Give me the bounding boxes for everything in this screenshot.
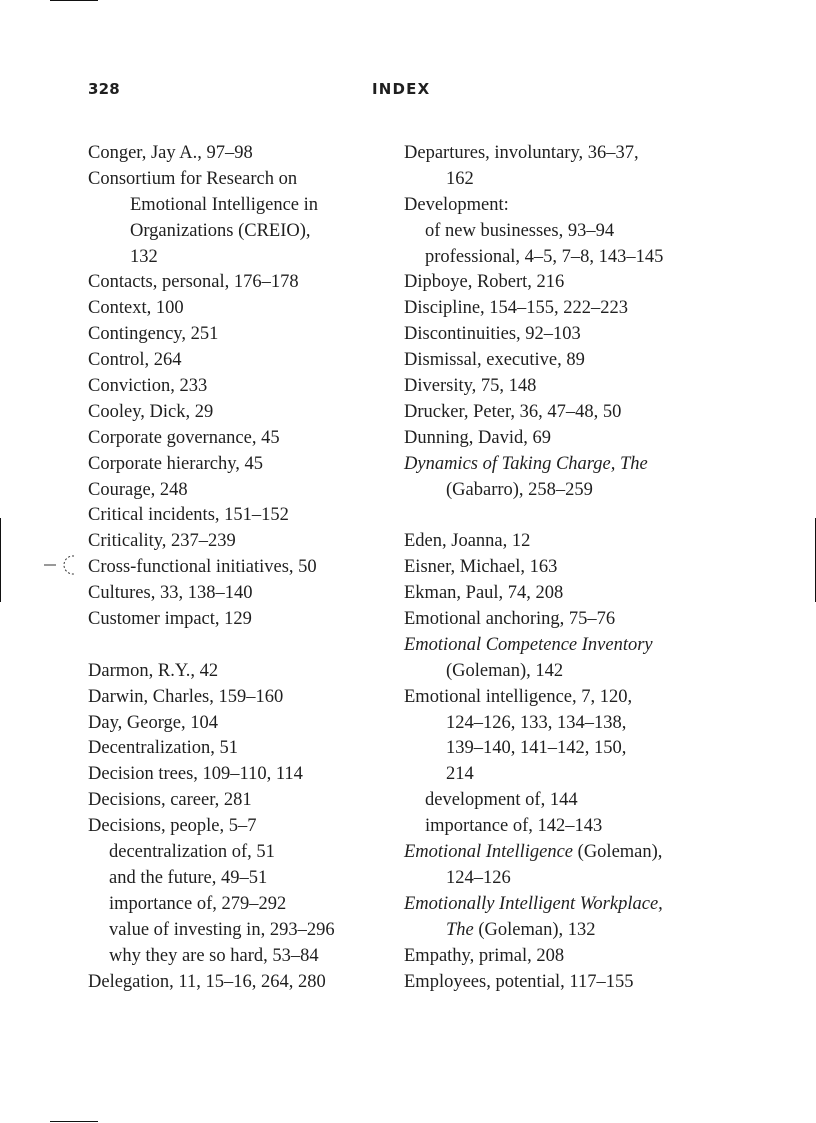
index-entry-continuation: 139–140, 141–142, 150, — [446, 738, 627, 759]
index-subentry: and the future, 49–51 — [109, 867, 268, 888]
index-entry: Eden, Joanna, 12 — [404, 531, 531, 552]
index-entry-continuation: 124–126, 133, 134–138, — [446, 712, 627, 733]
letter-group-gap — [404, 503, 704, 529]
index-entry: Cultures, 33, 138–140 — [88, 583, 253, 604]
index-entry: Darmon, R.Y., 42 — [88, 660, 219, 681]
entry-suffix: (Goleman), 132 — [473, 919, 596, 940]
index-entry: Dunning, David, 69 — [404, 427, 551, 448]
index-subentry: why they are so hard, 53–84 — [109, 945, 319, 966]
index-entry-title: Dynamics of Taking Charge, The — [404, 453, 648, 474]
index-entry: Drucker, Peter, 36, 47–48, 50 — [404, 401, 622, 422]
index-entry: Dipboye, Robert, 216 — [404, 272, 565, 293]
index-column-left — [88, 141, 388, 995]
index-entry: Departures, involuntary, 36–37, — [404, 143, 639, 163]
index-subentry: professional, 4–5, 7–8, 143–145 — [425, 246, 664, 267]
index-entry-continuation: Emotional Intelligence in — [130, 194, 319, 215]
index-entry: Control, 264 — [88, 350, 182, 371]
index-entry: Discipline, 154–155, 222–223 — [404, 298, 629, 319]
index-entry: Diversity, 75, 148 — [404, 376, 537, 397]
index-entry: Emotional intelligence, 7, 120, — [404, 686, 633, 707]
index-entry: Cooley, Dick, 29 — [88, 401, 214, 422]
index-entry: Eisner, Michael, 163 — [404, 557, 558, 578]
index-entry: Decisions, career, 281 — [88, 790, 252, 811]
index-entry: Cross-functional initiatives, 50 — [88, 557, 317, 578]
index-entry-title: Emotional Competence Inventory — [404, 634, 653, 655]
index-entry: Empathy, primal, 208 — [404, 945, 565, 966]
index-entry-continuation: (Gabarro), 258–259 — [446, 479, 593, 500]
index-entry: Dismissal, executive, 89 — [404, 350, 585, 371]
index-entry: Development: — [404, 194, 509, 215]
index-entry: Customer impact, 129 — [88, 609, 252, 630]
index-entry: Darwin, Charles, 159–160 — [88, 686, 284, 707]
index-entry: Delegation, 11, 15–16, 264, 280 — [88, 971, 326, 992]
index-entry-title: Emotionally Intelligent Workplace, — [404, 893, 663, 914]
index-subentry: development of, 144 — [425, 790, 578, 811]
index-entry: Decisions, people, 5–7 — [88, 816, 257, 837]
index-entry: Discontinuities, 92–103 — [404, 324, 581, 345]
index-entry: Corporate hierarchy, 45 — [88, 453, 263, 474]
index-subentry: importance of, 279–292 — [109, 893, 287, 914]
page-number: 328 — [88, 80, 120, 98]
index-entry: Decentralization, 51 — [88, 738, 238, 759]
registration-mark-icon — [44, 552, 92, 578]
index-entry: Employees, potential, 117–155 — [404, 971, 634, 992]
index-entry: Consortium for Research on — [88, 168, 298, 189]
index-entry-continuation — [404, 918, 704, 944]
index-subentry: of new businesses, 93–94 — [425, 220, 615, 241]
index-entry-continuation: 214 — [446, 764, 474, 785]
index-entry: Contingency, 251 — [88, 324, 219, 345]
letter-group-gap — [88, 633, 388, 659]
index-entry: Conger, Jay A., 97–98 — [88, 143, 253, 163]
index-subentry: decentralization of, 51 — [109, 842, 275, 863]
running-head: INDEX — [372, 80, 431, 98]
index-entry — [404, 840, 704, 866]
index-entry: Corporate governance, 45 — [88, 427, 280, 448]
index-entry-continuation: 162 — [446, 168, 474, 189]
index-entry: Day, George, 104 — [88, 712, 218, 733]
book-title: Emotional Intelligence — [404, 842, 574, 863]
crop-mark-top — [50, 0, 98, 1]
index-entry: Critical incidents, 151–152 — [88, 505, 289, 526]
crop-mark-left — [0, 518, 1, 602]
entry-suffix: (Goleman), — [573, 842, 663, 863]
index-entry: Criticality, 237–239 — [88, 531, 236, 552]
index-entry: Conviction, 233 — [88, 376, 208, 397]
index-entry: Courage, 248 — [88, 479, 188, 500]
index-entry: Contacts, personal, 176–178 — [88, 272, 299, 293]
index-entry: Ekman, Paul, 74, 208 — [404, 583, 564, 604]
index-entry-continuation: Organizations (CREIO), — [130, 220, 311, 241]
crop-mark-bottom — [50, 1121, 98, 1122]
index-subentry: value of investing in, 293–296 — [109, 919, 335, 940]
book-title: The — [446, 919, 474, 940]
index-entry: Context, 100 — [88, 298, 184, 319]
index-entry-continuation: (Goleman), 142 — [446, 660, 564, 681]
index-subentry: importance of, 142–143 — [425, 816, 603, 837]
index-entry-continuation: 132 — [130, 246, 158, 267]
index-entry: Emotional anchoring, 75–76 — [404, 609, 616, 630]
index-column-right — [404, 141, 704, 995]
index-entry-continuation: 124–126 — [446, 867, 511, 888]
index-entry: Decision trees, 109–110, 114 — [88, 764, 303, 785]
